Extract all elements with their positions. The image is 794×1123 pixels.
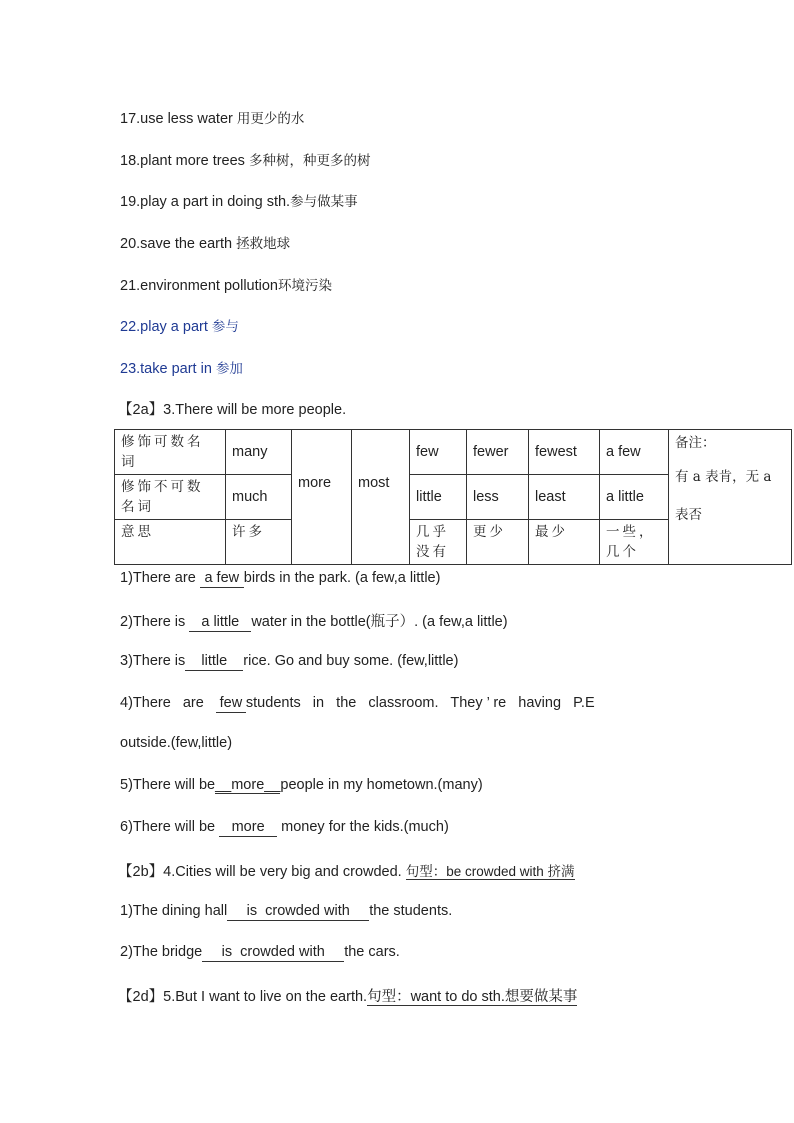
table-cell: a little <box>600 475 669 520</box>
table-cell: 更少 <box>467 520 529 565</box>
table-cell: little <box>410 475 467 520</box>
phrase-23: 23.take part in 参加 <box>120 361 243 377</box>
phrase-19: 19.play a part in doing sth.参与做某事 <box>120 194 358 210</box>
exercise-2b-1: 1)The dining hall is crowded with the students. <box>120 903 453 919</box>
table-cell: least <box>529 475 600 520</box>
answer-blank: a few <box>200 569 244 588</box>
exercise-2a-5: 5)There will be__more__people in my hometown.(many) <box>120 777 483 793</box>
exercise-2a-1: 1)There are a few birds in the park. (a few,a little) <box>120 570 441 586</box>
answer-blank: more <box>219 818 277 837</box>
exercise-2a-3: 3)There is little rice. Go and buy some. (few,little) <box>120 653 459 669</box>
exercise-2a-6: 6)There will be more money for the kids.(much) <box>120 819 449 835</box>
table-cell: fewest <box>529 430 600 475</box>
section-2d-heading: 【2d】5.But I want to live on the earth.句型：want to do sth.想要做某事 <box>118 989 578 1005</box>
table-cell: many <box>226 430 292 475</box>
exercise-2b-2: 2)The bridge is crowded with the cars. <box>120 944 400 960</box>
table-cell: 许多 <box>226 520 292 565</box>
section-2b-heading: 【2b】4.Cities will be very big and crowded. 句型：be crowded with 挤满 <box>118 864 575 880</box>
table-cell: 几乎没有 <box>410 520 467 565</box>
row-label: 意思 <box>115 520 226 565</box>
answer-blank: few <box>216 694 246 713</box>
table-cell: most <box>352 430 410 565</box>
quantifier-table <box>114 429 792 565</box>
table-cell: a few <box>600 430 669 475</box>
answer-blank: is crowded with <box>227 902 369 921</box>
answer-blank: little <box>185 652 243 671</box>
exercise-2a-4: 4)There are few students in the classroom. They ’ re having P.E <box>120 695 595 711</box>
exercise-2a-4-cont: outside.(few,little) <box>120 735 233 751</box>
table-cell: more <box>292 430 352 565</box>
answer-blank: __more__ <box>215 777 281 793</box>
answer-blank: is crowded with <box>202 943 344 962</box>
note-cell: 备注： 有 a 表肯，无 a 表否 <box>669 430 792 565</box>
table-cell: less <box>467 475 529 520</box>
table-cell: fewer <box>467 430 529 475</box>
table-cell: 最少 <box>529 520 600 565</box>
table-row <box>115 430 792 475</box>
answer-blank: a little <box>189 613 251 632</box>
exercise-2a-2: 2)There is a little water in the bottle(瓶子）. (a few,a little) <box>120 614 508 630</box>
row-label: 修饰不可数名词 <box>115 475 226 520</box>
phrase-20: 20.save the earth 拯救地球 <box>120 236 291 252</box>
phrase-18: 18.plant more trees 多种树，种更多的树 <box>120 153 371 169</box>
table-cell: 一些，几个 <box>600 520 669 565</box>
phrase-22: 22.play a part 参与 <box>120 319 239 335</box>
phrase-17: 17.use less water 用更少的水 <box>120 111 305 127</box>
table-cell: much <box>226 475 292 520</box>
phrase-21: 21.environment pollution环境污染 <box>120 278 332 294</box>
table-cell: few <box>410 430 467 475</box>
row-label: 修饰可数名词 <box>115 430 226 475</box>
section-2a-heading: 【2a】3.There will be more people. <box>118 402 347 418</box>
